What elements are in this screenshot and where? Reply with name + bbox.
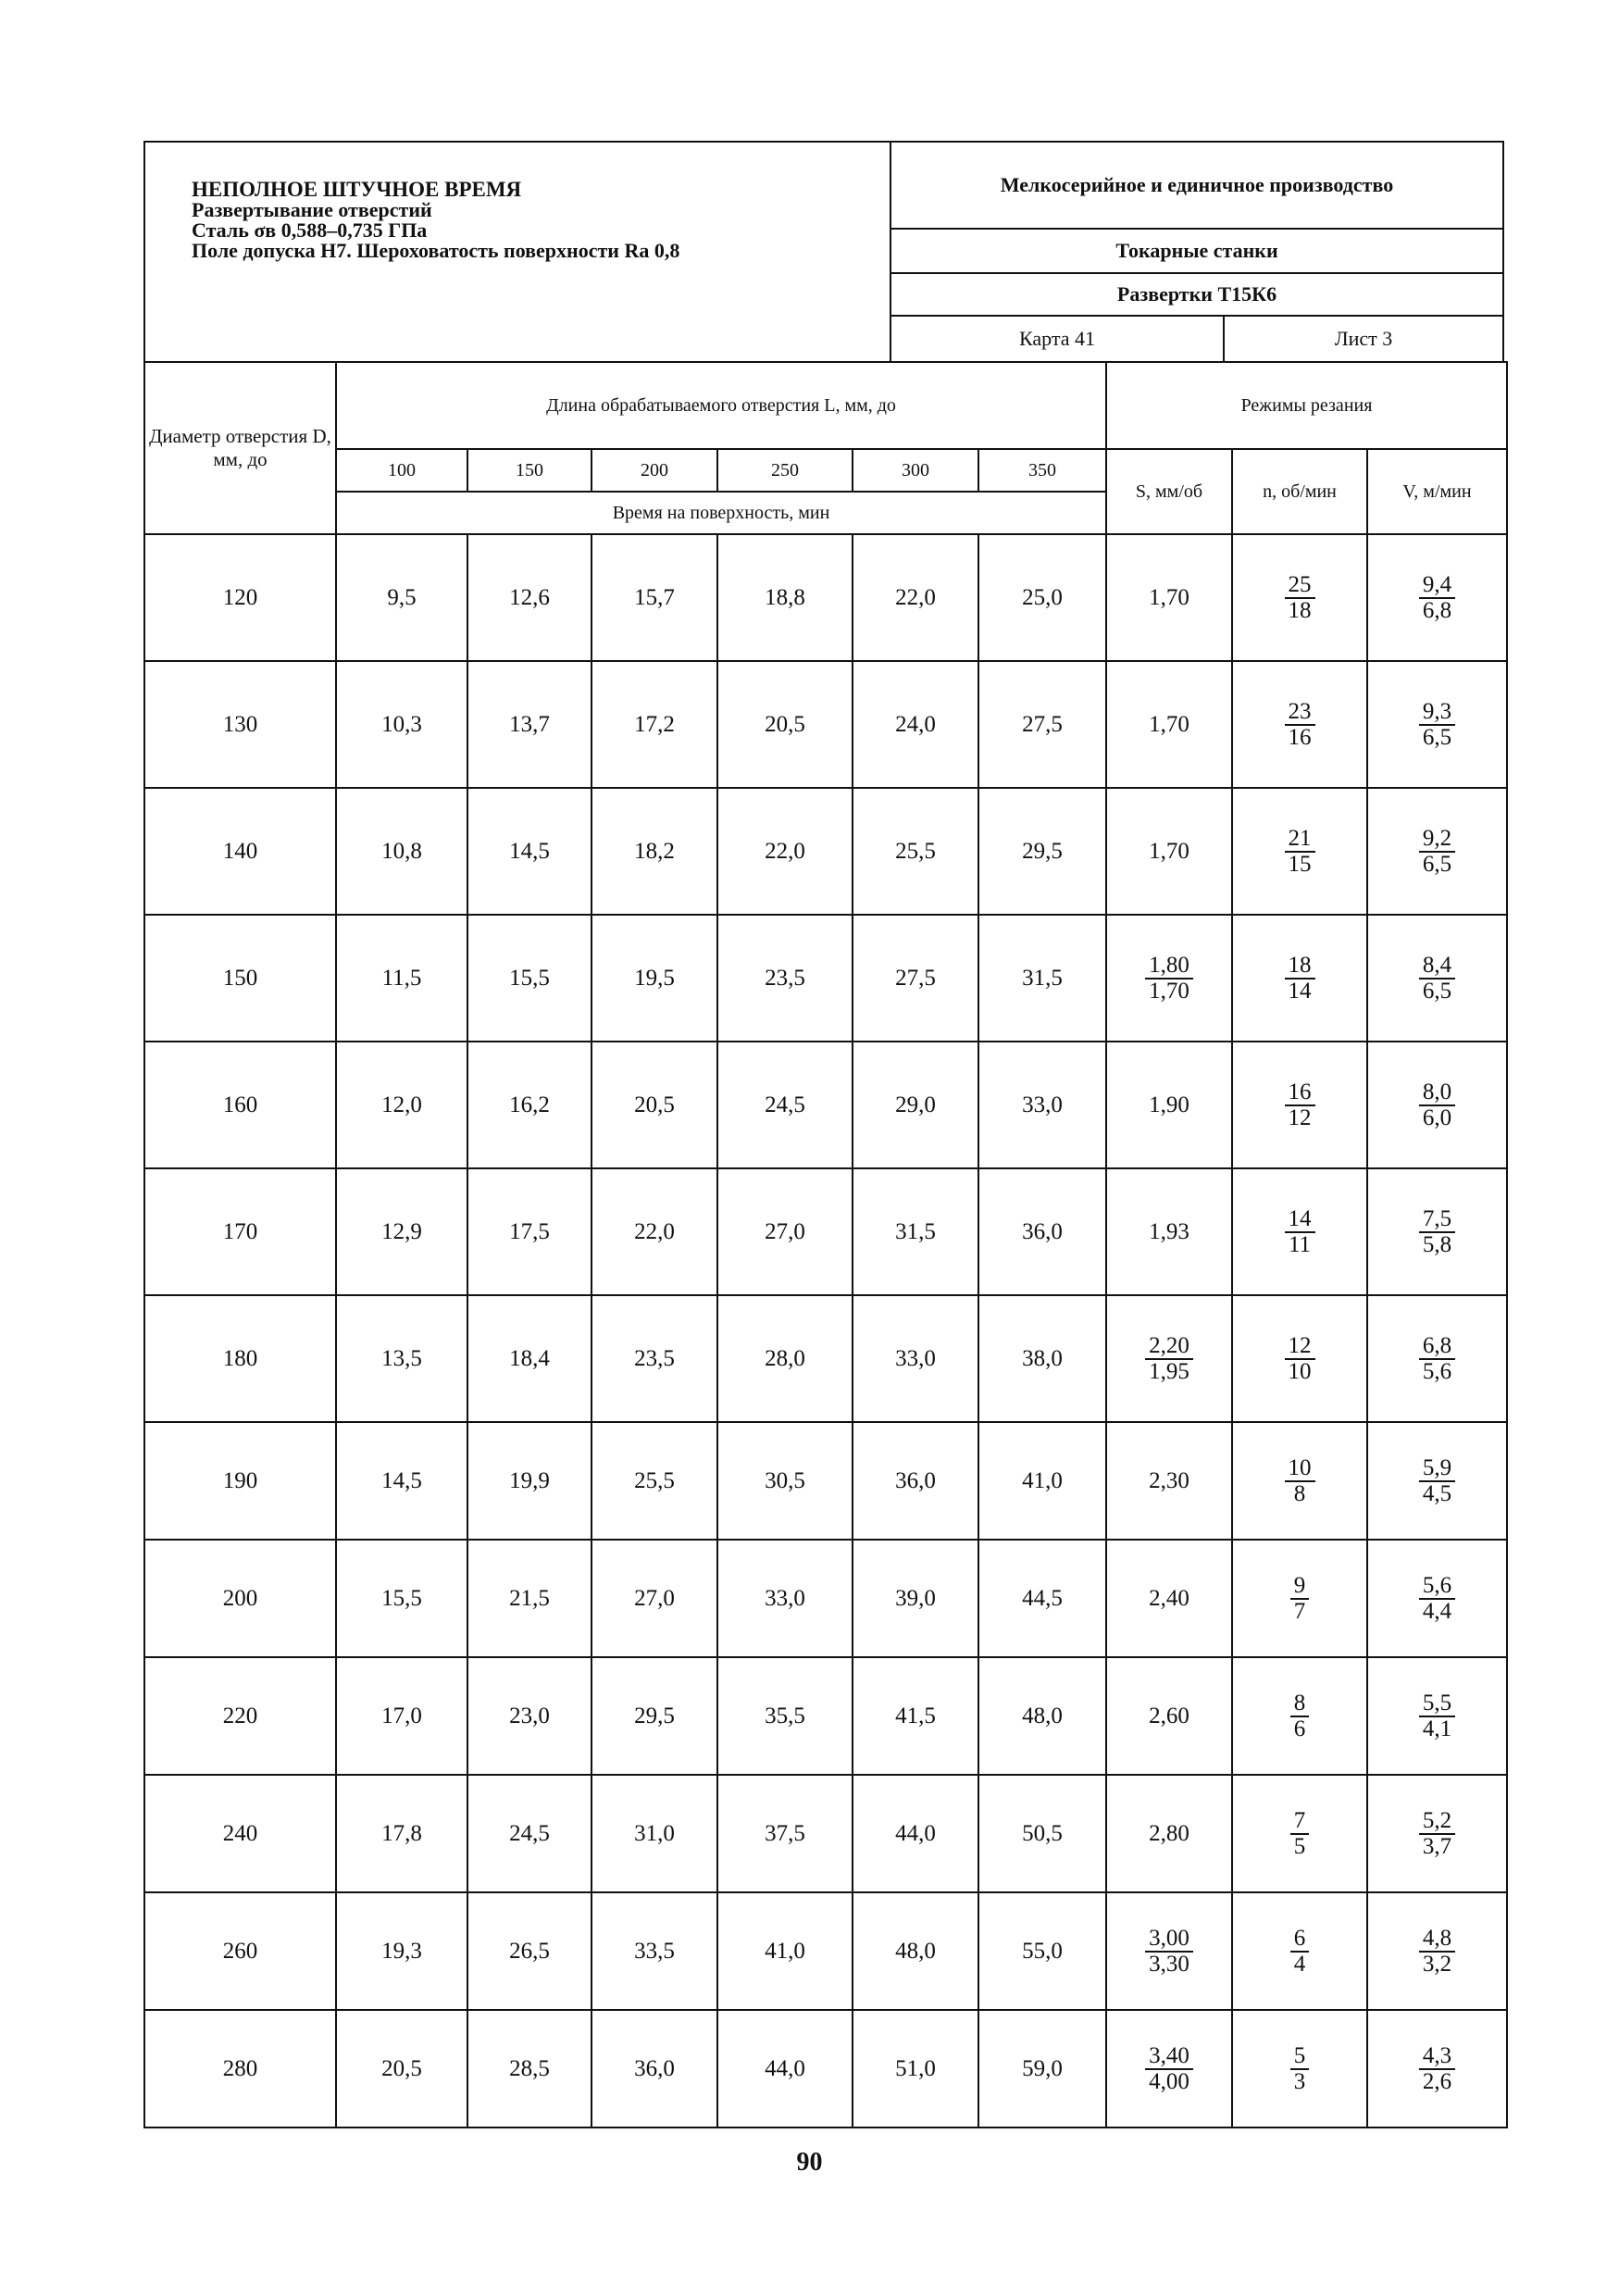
table-row [144, 1775, 1507, 1892]
table-row [144, 1892, 1507, 2010]
fraction [1419, 1080, 1455, 1130]
fraction-numerator: 18 [1285, 954, 1315, 980]
page-number: 90 [796, 2148, 823, 2177]
fraction-denominator: 4 [1293, 1952, 1306, 1977]
time-cell: 29,0 [853, 1042, 978, 1168]
fraction [1285, 1207, 1315, 1257]
cutting-speed-cell [1367, 534, 1507, 661]
cutting-speed-cell [1367, 661, 1507, 788]
diameter-cell: 240 [144, 1775, 336, 1892]
time-table [143, 361, 1508, 2128]
value: 1,70 [1149, 711, 1189, 737]
time-cell: 31,0 [592, 1775, 717, 1892]
fraction-denominator: 4,00 [1149, 2069, 1189, 2094]
feed-cell [1106, 1657, 1232, 1775]
fraction [1285, 1080, 1315, 1130]
value: 2,40 [1149, 1585, 1189, 1611]
time-cell: 17,8 [336, 1775, 467, 1892]
time-cell: 24,0 [853, 661, 978, 788]
fraction-denominator: 18 [1288, 598, 1312, 623]
diameter-cell: 170 [144, 1168, 336, 1295]
tool-type: Развертки Т15К6 [891, 274, 1502, 317]
table-row [144, 1168, 1507, 1295]
fraction-denominator: 6,5 [1422, 725, 1452, 750]
card-subtitle: Развертывание отверстий [192, 198, 432, 221]
fraction-numerator: 4,3 [1419, 2044, 1455, 2070]
fraction-denominator: 15 [1288, 852, 1312, 877]
time-cell: 31,5 [853, 1168, 978, 1295]
header-classification [891, 143, 1502, 361]
feed-cell [1106, 1892, 1232, 2010]
fraction-denominator: 11 [1288, 1232, 1312, 1257]
table-row [144, 1657, 1507, 1775]
production-type: Мелкосерийное и единичное производство [891, 143, 1502, 230]
feed-cell [1106, 1042, 1232, 1168]
time-cell: 48,0 [853, 1892, 978, 2010]
time-cell: 24,5 [717, 1042, 853, 1168]
fraction [1290, 1691, 1310, 1741]
time-cell: 28,0 [717, 1295, 853, 1422]
time-cell: 27,5 [853, 915, 978, 1042]
time-cell: 18,2 [592, 788, 717, 915]
fraction-denominator: 6 [1293, 1716, 1306, 1741]
time-cell: 44,5 [978, 1540, 1106, 1657]
time-cell: 21,5 [467, 1540, 592, 1657]
fraction-denominator: 8 [1293, 1481, 1306, 1506]
fraction-denominator: 6,8 [1422, 598, 1452, 623]
fraction-denominator: 6,5 [1422, 979, 1452, 1004]
length-col-100: 100 [336, 449, 467, 492]
time-cell: 15,7 [592, 534, 717, 661]
time-cell: 20,5 [336, 2010, 467, 2128]
diameter-cell: 120 [144, 534, 336, 661]
length-col-300: 300 [853, 449, 978, 492]
fraction [1145, 1334, 1193, 1384]
fraction-denominator: 3,2 [1422, 1952, 1452, 1977]
time-cell: 33,0 [853, 1295, 978, 1422]
speed-rpm-cell [1232, 1168, 1367, 1295]
table-row [144, 1295, 1507, 1422]
fraction-numerator: 14 [1285, 1207, 1315, 1233]
feed-cell [1106, 1775, 1232, 1892]
time-cell: 17,2 [592, 661, 717, 788]
time-cell: 29,5 [978, 788, 1106, 915]
fraction-numerator: 8,4 [1419, 954, 1455, 980]
cutting-speed-cell [1367, 2010, 1507, 2128]
time-cell: 22,0 [853, 534, 978, 661]
cutting-speed-cell [1367, 1657, 1507, 1775]
time-cell: 41,5 [853, 1657, 978, 1775]
value: 1,70 [1149, 838, 1189, 864]
table-row [144, 1540, 1507, 1657]
fraction-numerator: 5,9 [1419, 1456, 1455, 1482]
time-cell: 27,5 [978, 661, 1106, 788]
cutting-speed-cell [1367, 1775, 1507, 1892]
value: 2,60 [1149, 1703, 1189, 1728]
diameter-cell: 220 [144, 1657, 336, 1775]
time-cell: 27,0 [717, 1168, 853, 1295]
time-cell: 12,0 [336, 1042, 467, 1168]
fraction-denominator: 4,4 [1422, 1599, 1452, 1624]
diameter-cell: 180 [144, 1295, 336, 1422]
speed-rpm-cell [1232, 1042, 1367, 1168]
fraction-numerator: 8,0 [1419, 1080, 1455, 1106]
time-cell: 28,5 [467, 2010, 592, 2128]
fraction [1419, 573, 1455, 623]
feed-cell [1106, 1540, 1232, 1657]
time-cell: 13,7 [467, 661, 592, 788]
time-cell: 12,6 [467, 534, 592, 661]
fraction-denominator: 12 [1288, 1105, 1312, 1130]
cutting-speed-cell [1367, 1422, 1507, 1540]
length-col-350: 350 [978, 449, 1106, 492]
time-cell: 19,5 [592, 915, 717, 1042]
speed-rpm-cell [1232, 1892, 1367, 2010]
fraction-denominator: 4,1 [1422, 1716, 1452, 1741]
cutting-speed-cell [1367, 788, 1507, 915]
table-row [144, 788, 1507, 915]
cutting-speed-cell [1367, 1892, 1507, 2010]
time-cell: 55,0 [978, 1892, 1106, 2010]
time-cell: 39,0 [853, 1540, 978, 1657]
time-cell: 20,5 [717, 661, 853, 788]
time-cell: 15,5 [336, 1540, 467, 1657]
fraction-denominator: 3,30 [1149, 1952, 1189, 1977]
fraction [1290, 2044, 1310, 2094]
time-cell: 36,0 [978, 1168, 1106, 1295]
diameter-cell: 160 [144, 1042, 336, 1168]
fraction-denominator: 6,0 [1422, 1105, 1452, 1130]
time-cell: 20,5 [592, 1042, 717, 1168]
fraction-denominator: 1,70 [1149, 979, 1189, 1004]
time-cell: 41,0 [717, 1892, 853, 2010]
time-cell: 18,8 [717, 534, 853, 661]
fraction [1419, 1809, 1455, 1859]
time-cell: 17,5 [467, 1168, 592, 1295]
time-cell: 23,5 [717, 915, 853, 1042]
time-cell: 10,3 [336, 661, 467, 788]
fraction [1285, 1456, 1315, 1506]
diameter-cell: 190 [144, 1422, 336, 1540]
modes-header: Режимы резания [1106, 362, 1507, 449]
value: 2,80 [1149, 1820, 1189, 1846]
time-cell: 35,5 [717, 1657, 853, 1775]
time-cell: 25,5 [592, 1422, 717, 1540]
table-row [144, 1042, 1507, 1168]
feed-cell [1106, 788, 1232, 915]
speed-rpm-cell [1232, 1540, 1367, 1657]
speed-rpm-cell [1232, 1775, 1367, 1892]
speed-rpm-cell [1232, 661, 1367, 788]
fraction [1285, 827, 1315, 877]
cutting-speed-cell [1367, 1295, 1507, 1422]
value: 2,30 [1149, 1467, 1189, 1493]
time-cell: 23,5 [592, 1295, 717, 1422]
fraction-numerator: 5,2 [1419, 1809, 1455, 1835]
time-cell: 19,9 [467, 1422, 592, 1540]
feed-cell [1106, 534, 1232, 661]
value: 1,70 [1149, 584, 1189, 610]
fraction [1285, 700, 1315, 750]
fraction [1419, 1207, 1455, 1257]
time-cell: 25,5 [853, 788, 978, 915]
speed-rpm-cell [1232, 1295, 1367, 1422]
time-cell: 15,5 [467, 915, 592, 1042]
fraction [1419, 827, 1455, 877]
fraction-numerator: 9,4 [1419, 573, 1455, 599]
cutting-speed-cell [1367, 1042, 1507, 1168]
fraction-numerator: 25 [1285, 573, 1315, 599]
fraction-denominator: 6,5 [1422, 852, 1452, 877]
time-cell: 44,0 [717, 2010, 853, 2128]
fraction-numerator: 3,00 [1145, 1927, 1193, 1953]
time-cell: 51,0 [853, 2010, 978, 2128]
time-cell: 10,8 [336, 788, 467, 915]
time-cell: 37,5 [717, 1775, 853, 1892]
fraction-numerator: 9 [1290, 1574, 1310, 1600]
card-sheet-row [891, 317, 1502, 361]
fraction [1419, 954, 1455, 1004]
fraction-numerator: 1,80 [1145, 954, 1193, 980]
fraction-denominator: 5 [1293, 1834, 1306, 1859]
speed-rpm-cell [1232, 788, 1367, 915]
norm-card [143, 141, 1504, 2128]
fraction-numerator: 2,20 [1145, 1334, 1193, 1360]
time-cell: 29,5 [592, 1657, 717, 1775]
time-cell: 26,5 [467, 1892, 592, 2010]
time-cell: 48,0 [978, 1657, 1106, 1775]
fraction [1290, 1574, 1310, 1624]
fraction [1145, 2044, 1193, 2094]
fraction-numerator: 5,5 [1419, 1691, 1455, 1717]
fraction-numerator: 16 [1285, 1080, 1315, 1106]
diameter-header: Диаметр отверстия D, мм, до [144, 362, 336, 534]
v-header: V, м/мин [1367, 449, 1507, 534]
time-cell: 14,5 [336, 1422, 467, 1540]
fraction [1285, 573, 1315, 623]
feed-cell [1106, 915, 1232, 1042]
time-cell: 14,5 [467, 788, 592, 915]
time-cell: 30,5 [717, 1422, 853, 1540]
time-cell: 33,0 [717, 1540, 853, 1657]
fraction-numerator: 3,40 [1145, 2044, 1193, 2070]
speed-rpm-cell [1232, 1657, 1367, 1775]
fraction-numerator: 9,2 [1419, 827, 1455, 853]
feed-cell [1106, 1295, 1232, 1422]
time-cell: 18,4 [467, 1295, 592, 1422]
diameter-cell: 280 [144, 2010, 336, 2128]
fraction-denominator: 3,7 [1422, 1834, 1452, 1859]
value: 1,93 [1149, 1218, 1189, 1244]
fraction-denominator: 7 [1293, 1599, 1306, 1624]
time-cell: 24,5 [467, 1775, 592, 1892]
machine-type: Токарные станки [891, 230, 1502, 274]
table-row [144, 661, 1507, 788]
time-cell: 41,0 [978, 1422, 1106, 1540]
fraction-denominator: 2,6 [1422, 2069, 1452, 2094]
fraction [1290, 1927, 1310, 1977]
time-cell: 19,3 [336, 1892, 467, 2010]
fraction-numerator: 12 [1285, 1334, 1315, 1360]
fraction-numerator: 5,6 [1419, 1574, 1455, 1600]
fraction-denominator: 3 [1293, 2069, 1306, 2094]
time-cell: 23,0 [467, 1657, 592, 1775]
time-cell: 9,5 [336, 534, 467, 661]
time-cell: 22,0 [592, 1168, 717, 1295]
time-cell: 59,0 [978, 2010, 1106, 2128]
fraction-numerator: 5 [1290, 2044, 1310, 2070]
time-cell: 36,0 [592, 2010, 717, 2128]
time-cell: 38,0 [978, 1295, 1106, 1422]
fraction-numerator: 9,3 [1419, 700, 1455, 726]
s-header: S, мм/об [1106, 449, 1232, 534]
fraction-denominator: 5,8 [1422, 1232, 1452, 1257]
value: 1,90 [1149, 1092, 1189, 1117]
time-cell: 11,5 [336, 915, 467, 1042]
time-cell: 22,0 [717, 788, 853, 915]
diameter-cell: 140 [144, 788, 336, 915]
card-header [143, 141, 1504, 361]
time-cell: 31,5 [978, 915, 1106, 1042]
time-cell: 50,5 [978, 1775, 1106, 1892]
table-row [144, 2010, 1507, 2128]
time-cell: 17,0 [336, 1657, 467, 1775]
speed-rpm-cell [1232, 1422, 1367, 1540]
fraction [1419, 2044, 1455, 2094]
diameter-cell: 150 [144, 915, 336, 1042]
time-cell: 12,9 [336, 1168, 467, 1295]
fraction-numerator: 4,8 [1419, 1927, 1455, 1953]
fraction [1419, 1574, 1455, 1624]
table-row [144, 534, 1507, 661]
fraction-numerator: 6 [1290, 1927, 1310, 1953]
cutting-speed-cell [1367, 915, 1507, 1042]
fraction-numerator: 7,5 [1419, 1207, 1455, 1233]
fraction [1290, 1809, 1310, 1859]
time-header: Время на поверхность, мин [336, 492, 1106, 534]
fraction-denominator: 10 [1288, 1359, 1312, 1384]
fraction-numerator: 23 [1285, 700, 1315, 726]
length-col-250: 250 [717, 449, 853, 492]
time-cell: 25,0 [978, 534, 1106, 661]
fraction [1285, 954, 1315, 1004]
speed-rpm-cell [1232, 534, 1367, 661]
fraction [1145, 954, 1193, 1004]
card-number: Карта 41 [891, 317, 1225, 361]
diameter-cell: 260 [144, 1892, 336, 2010]
feed-cell [1106, 1422, 1232, 1540]
fraction [1145, 1927, 1193, 1977]
time-cell: 33,5 [592, 1892, 717, 2010]
fraction [1419, 700, 1455, 750]
fraction [1285, 1334, 1315, 1384]
fraction-denominator: 14 [1288, 979, 1312, 1004]
fraction-numerator: 8 [1290, 1691, 1310, 1717]
feed-cell [1106, 2010, 1232, 2128]
length-header: Длина обрабатываемого отверстия L, мм, до [336, 362, 1106, 449]
time-cell: 36,0 [853, 1422, 978, 1540]
card-title: НЕПОЛНОЕ ШТУЧНОЕ ВРЕМЯ [192, 178, 522, 201]
fraction [1419, 1456, 1455, 1506]
fraction-numerator: 7 [1290, 1809, 1310, 1835]
table-row [144, 1422, 1507, 1540]
feed-cell [1106, 1168, 1232, 1295]
sheet-number: Лист 3 [1334, 327, 1393, 350]
speed-rpm-cell [1232, 2010, 1367, 2128]
time-cell: 33,0 [978, 1042, 1106, 1168]
steel-spec: Сталь σв 0,588–0,735 ГПа [192, 218, 428, 242]
diameter-cell: 130 [144, 661, 336, 788]
fraction-numerator: 21 [1285, 827, 1315, 853]
feed-cell [1106, 661, 1232, 788]
fraction [1419, 1927, 1455, 1977]
header-description [145, 143, 891, 361]
fraction-denominator: 4,5 [1422, 1481, 1452, 1506]
cutting-speed-cell [1367, 1540, 1507, 1657]
fraction-denominator: 16 [1288, 725, 1312, 750]
time-cell: 16,2 [467, 1042, 592, 1168]
time-cell: 44,0 [853, 1775, 978, 1892]
tolerance-spec: Поле допуска Н7. Шероховатость поверхности Ra 0,8 [192, 239, 680, 262]
fraction-denominator: 1,95 [1149, 1359, 1189, 1384]
length-col-150: 150 [467, 449, 592, 492]
fraction [1419, 1334, 1455, 1384]
diameter-cell: 200 [144, 1540, 336, 1657]
speed-rpm-cell [1232, 915, 1367, 1042]
fraction-numerator: 6,8 [1419, 1334, 1455, 1360]
time-cell: 13,5 [336, 1295, 467, 1422]
cutting-speed-cell [1367, 1168, 1507, 1295]
fraction [1419, 1691, 1455, 1741]
time-cell: 27,0 [592, 1540, 717, 1657]
n-header: n, об/мин [1232, 449, 1367, 534]
table-row [144, 915, 1507, 1042]
fraction-denominator: 5,6 [1422, 1359, 1452, 1384]
fraction-numerator: 10 [1285, 1456, 1315, 1482]
length-col-200: 200 [592, 449, 717, 492]
